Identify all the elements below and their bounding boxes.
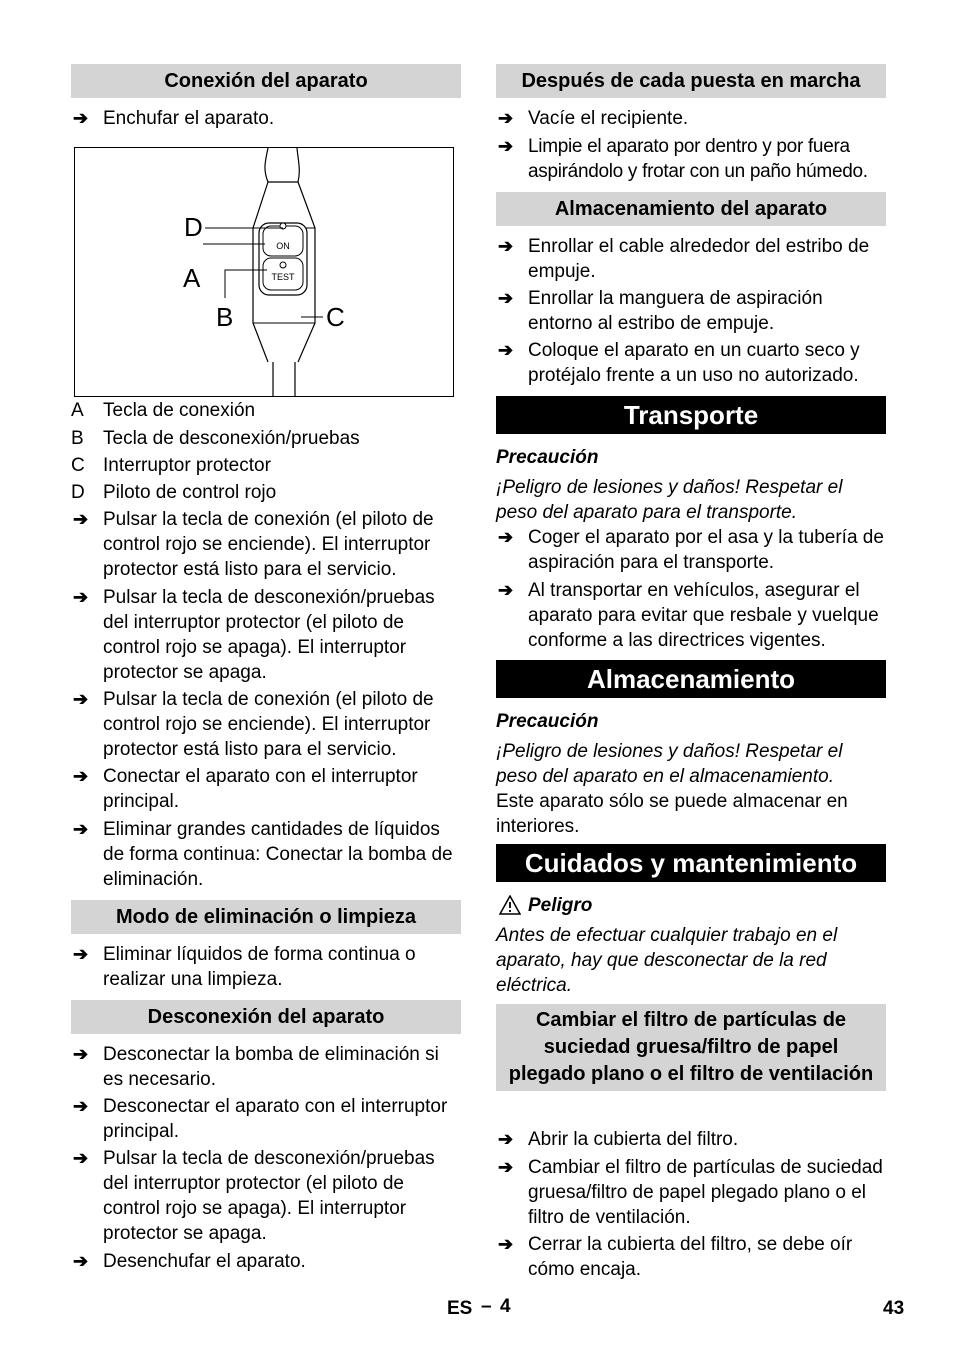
list-item: ➔ Pulsar la tecla de conexión (el piloto de control rojo se enciende). El interruptor protector está listo para el servicio.: [73, 509, 434, 580]
list-item: ➔ Al transportar en vehículos, asegurar el aparato para evitar que resbale y vuelque conforme a las directrices vigentes.: [498, 580, 879, 651]
arrow-right-icon: ➔: [73, 944, 89, 964]
list-item: ➔ Pulsar la tecla de desconexión/pruebas del interruptor protector (el piloto de control rojo se apaga). El interruptor protector se apaga.: [73, 587, 435, 683]
caution-title: Precaución: [496, 447, 599, 468]
arrow-right-icon: ➔: [73, 509, 89, 529]
heading-transport: Transporte: [496, 396, 886, 434]
list-item: ➔ Coloque el aparato en un cuarto seco y protéjalo frente a un uso no autorizado.: [498, 340, 860, 386]
list-item: ➔ Coger el aparato por el asa y la tubería de aspiración para el transporte.: [498, 527, 884, 573]
list-item: ➔ Eliminar grandes cantidades de líquidos de forma continua: Conectar la bomba de eliminación.: [73, 819, 453, 890]
list-item: ➔ Desconectar la bomba de eliminación si es necesario.: [73, 1044, 439, 1090]
heading-care: Cuidados y mantenimiento: [496, 844, 886, 882]
arrow-right-icon: ➔: [498, 340, 514, 360]
arrow-right-icon: ➔: [498, 1234, 514, 1254]
arrow-right-icon: ➔: [73, 108, 89, 128]
arrow-right-icon: ➔: [498, 527, 514, 547]
list-item: ➔ Pulsar la tecla de conexión (el piloto de control rojo se enciende). El interruptor protector está listo para el servicio.: [73, 689, 434, 760]
footer-dash: –: [481, 1296, 492, 1317]
arrow-right-icon: ➔: [73, 587, 89, 607]
warning-triangle-icon: [499, 895, 521, 915]
arrow-right-icon: ➔: [498, 108, 514, 128]
label-a: A: [183, 263, 201, 293]
heading-storage-device: Almacenamiento del aparato: [496, 192, 886, 226]
list-item: ➔ Abrir la cubierta del filtro.: [498, 1129, 739, 1150]
list-item: ➔ Enrollar el cable alrededor del estribo de empuje.: [498, 236, 870, 282]
arrow-right-icon: ➔: [73, 689, 89, 709]
arrow-right-icon: ➔: [73, 819, 89, 839]
label-c: C: [326, 302, 345, 332]
list-item: ➔ Cerrar la cubierta del filtro, se debe oír cómo encaja.: [498, 1234, 853, 1280]
list-item: ➔ Limpie el aparato por dentro y por fuera aspirándolo y frotar con un paño húmedo.: [498, 136, 868, 182]
arrow-right-icon: ➔: [73, 1044, 89, 1064]
list-item: ➔ Enrollar la manguera de aspiración entorno al estribo de empuje.: [498, 288, 823, 334]
page-number: 43: [883, 1298, 905, 1319]
heading-after-use: Después de cada puesta en marcha: [496, 64, 886, 98]
arrow-right-icon: ➔: [498, 288, 514, 308]
caution-text: ¡Peligro de lesiones y daños! Respetar el peso del aparato para el transporte.: [496, 477, 843, 523]
arrow-right-icon: ➔: [498, 580, 514, 600]
footer-section: 4: [500, 1296, 511, 1317]
list-item: ➔ Eliminar líquidos de forma continua o realizar una limpieza.: [73, 944, 416, 990]
caution-text: ¡Peligro de lesiones y daños! Respetar el peso del aparato en el almacenamiento.: [496, 741, 843, 787]
arrow-right-icon: ➔: [498, 1129, 514, 1149]
arrow-right-icon: ➔: [498, 236, 514, 256]
heading-disconnect: Desconexión del aparato: [71, 1000, 461, 1034]
danger-text: Antes de efectuar cualquier trabajo en el aparato, hay que desconectar de la red eléctrica.: [496, 925, 838, 996]
footer-lang: ES: [447, 1298, 473, 1319]
list-item: ➔ Pulsar la tecla de desconexión/pruebas del interruptor protector (el piloto de control rojo se apaga). El interruptor protector se apaga.: [73, 1148, 435, 1244]
arrow-right-icon: ➔: [73, 1251, 89, 1271]
list-item: ➔ Desenchufar el aparato.: [73, 1251, 306, 1272]
heading-mode: Modo de eliminación o limpieza: [71, 900, 461, 934]
list-item: ➔ Cambiar el filtro de partículas de suciedad gruesa/filtro de papel plegado plano o el filtro de ventilación.: [498, 1157, 883, 1228]
switch-figure: [74, 147, 454, 397]
label-d: D: [184, 212, 203, 242]
arrow-right-icon: ➔: [498, 1157, 514, 1177]
arrow-right-icon: ➔: [498, 136, 513, 156]
on-label: ON: [276, 241, 290, 251]
heading-storage: Almacenamiento: [496, 660, 886, 698]
caution-title: Precaución: [496, 711, 599, 732]
test-label: TEST: [271, 272, 295, 282]
protector-switch-diagram: [75, 148, 453, 396]
label-b: B: [216, 302, 234, 332]
heading-filter: Cambiar el filtro de partículas de suciedad gruesa/filtro de papel plegado plano o el filtro de ventilación: [496, 1004, 886, 1091]
list-item: ➔ Conectar el aparato con el interruptor principal.: [73, 766, 418, 812]
storage-note: Este aparato sólo se puede almacenar en interiores.: [496, 791, 848, 837]
arrow-right-icon: ➔: [73, 766, 89, 786]
list-item: ➔ Vacíe el recipiente.: [498, 108, 689, 129]
danger-title: Peligro: [528, 895, 593, 916]
arrow-right-icon: ➔: [73, 1096, 89, 1116]
list-item: ➔ Enchufar el aparato.: [73, 108, 275, 129]
heading-connect: Conexión del aparato: [71, 64, 461, 98]
list-item: ➔ Desconectar el aparato con el interruptor principal.: [73, 1096, 448, 1142]
arrow-right-icon: ➔: [73, 1148, 89, 1168]
